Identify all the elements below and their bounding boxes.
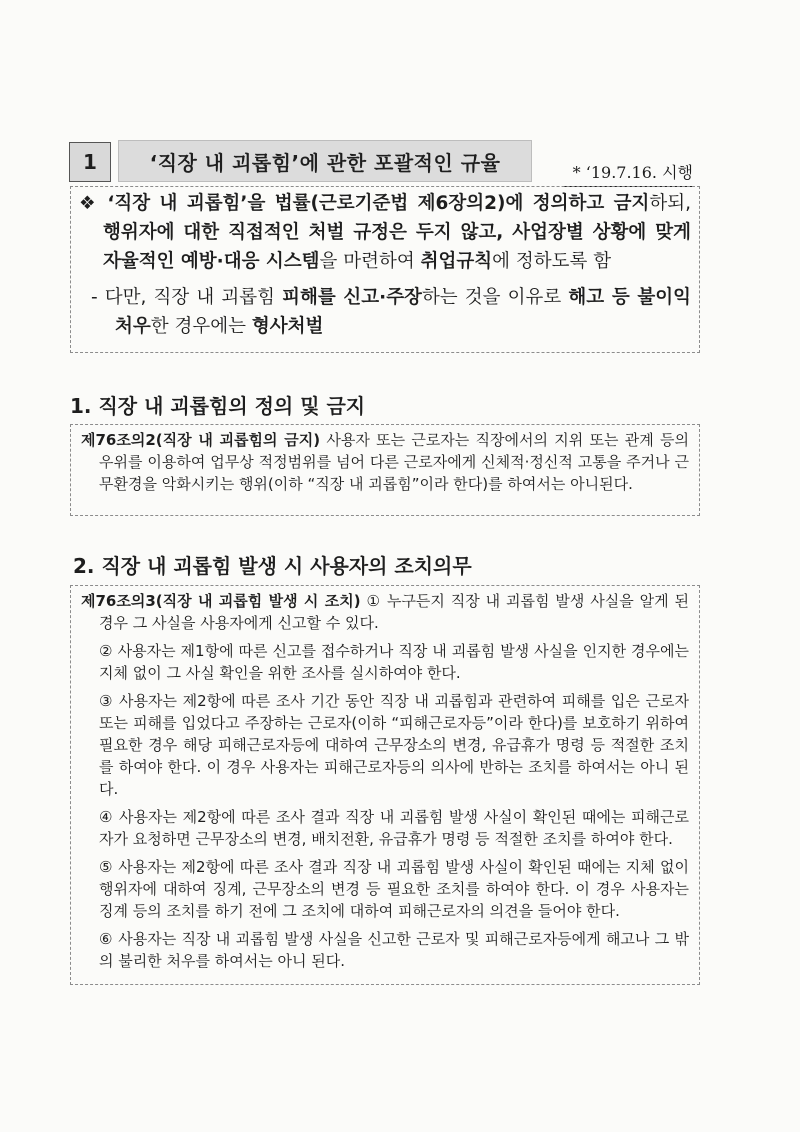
article-76-3-clause-4: ④ 사용자는 제2항에 따른 조사 결과 직장 내 괴롭힘 발생 사실이 확인된 때에는 피해근로자가 요청하면 근무장소의 변경, 배치전환, 유급휴가 명령 등 적절한 조치를 하여야 한다. <box>99 808 689 848</box>
summary-text: - 다만, 직장 내 괴롭힘 <box>91 287 283 308</box>
summary-text: 을 마련하여 <box>319 251 421 272</box>
effective-date: * ‘19.7.16. 시행 <box>563 160 693 187</box>
article-76-2 <box>81 429 689 495</box>
article-76-3-clause-5: ⑤ 사용자는 제2항에 따른 조사 결과 직장 내 괴롭힘 발생 사실이 확인된 때에는 지체 없이 행위자에 대하여 징계, 근무장소의 변경 등 필요한 조치를 하여야 한다. 이 경우 사용자는 징계 등의 조치를 하기 전에 그 조치에 대하여 피해근로자의 의견을 들어야 한다. <box>99 858 689 920</box>
section-heading-2: 2. 직장 내 괴롭힘 발생 시 사용자의 조치의무 <box>73 554 472 578</box>
article-title: 제76조의2(직장 내 괴롭힘의 금지) <box>81 431 321 449</box>
diamond-bullet-icon: ❖ <box>79 193 99 214</box>
article-76-3-clause-3: ③ 사용자는 제2항에 따른 조사 기간 동안 직장 내 괴롭힘과 관련하여 피해를 입은 근로자 또는 피해를 입었다고 주장하는 근로자(이하 “피해근로자등”이라 한다)를 보호하기 위하여 필요한 경우 해당 피해근로자등에 대하여 근무장소의 변경, 유급휴가 명령 등 적절한 조치를 하여야 한다. 이 경우 사용자는 피해근로자등의 의사에 반하는 조치를 하여서는 아니 된다. <box>99 692 689 798</box>
article-76-3-clause-1 <box>81 590 689 634</box>
summary-text: 에 정하도록 함 <box>492 251 612 272</box>
page-title-text: ‘직장 내 괴롭힘’에 관한 포괄적인 규율 <box>149 150 501 175</box>
section-heading-1: 1. 직장 내 괴롭힘의 정의 및 금지 <box>70 394 366 418</box>
summary-text: 하되, <box>649 193 691 214</box>
summary-paragraph-2 <box>79 283 691 341</box>
summary-text: 하는 것을 이유로 <box>421 287 569 308</box>
summary-text-bold: 취업규칙 <box>420 251 493 272</box>
summary-text: 한 경우에는 <box>150 316 252 337</box>
summary-paragraph-1 <box>79 189 691 276</box>
summary-text-bold: 행위자에 대한 직접적인 처벌 규정은 두지 않고, 사업장별 상황에 맞게 자율적인 예방·대응 시스템 <box>103 222 691 272</box>
law-box-article-76-2 <box>70 424 700 516</box>
article-text: 사용자 또는 근로자는 직장에서의 지위 또는 관계 등의 우위를 이용하여 업무상 적정범위를 넘어 다른 근로자에게 신체적·정신적 고통을 주거나 근무환경을 악화시키는 행위(이하 “직장 내 괴롭힘”이라 한다)를 하여서는 아니된다. <box>99 431 689 493</box>
section-number-badge <box>69 142 111 182</box>
summary-text-bold: 형사처벌 <box>251 316 324 337</box>
section-number: 1 <box>83 150 97 174</box>
clause-text: ① 누구든지 직장 내 괴롭힘 발생 사실을 알게 된 경우 그 사실을 사용자에게 신고할 수 있다. <box>99 592 689 632</box>
page-title <box>118 140 532 182</box>
summary-text-bold: ‘직장 내 괴롭힘’을 법률(근로기준법 제6장의2)에 정의하고 금지 <box>107 193 650 214</box>
article-title: 제76조의3(직장 내 괴롭힘 발생 시 조치) <box>81 592 361 610</box>
summary-text-bold: 피해를 신고·주장 <box>282 287 422 308</box>
article-76-3-clause-6: ⑥ 사용자는 직장 내 괴롭힘 발생 사실을 신고한 근로자 및 피해근로자등에게 해고나 그 밖의 불리한 처우를 하여서는 아니 된다. <box>99 930 689 970</box>
summary-box <box>70 186 700 353</box>
summary-text-bold: 해고 등 불이익 처우 <box>115 287 691 337</box>
law-box-article-76-3 <box>70 585 700 985</box>
article-76-3-clause-2: ② 사용자는 제1항에 따른 신고를 접수하거나 직장 내 괴롭힘 발생 사실을 인지한 경우에는 지체 없이 그 사실 확인을 위한 조사를 실시하여야 한다. <box>99 642 689 682</box>
